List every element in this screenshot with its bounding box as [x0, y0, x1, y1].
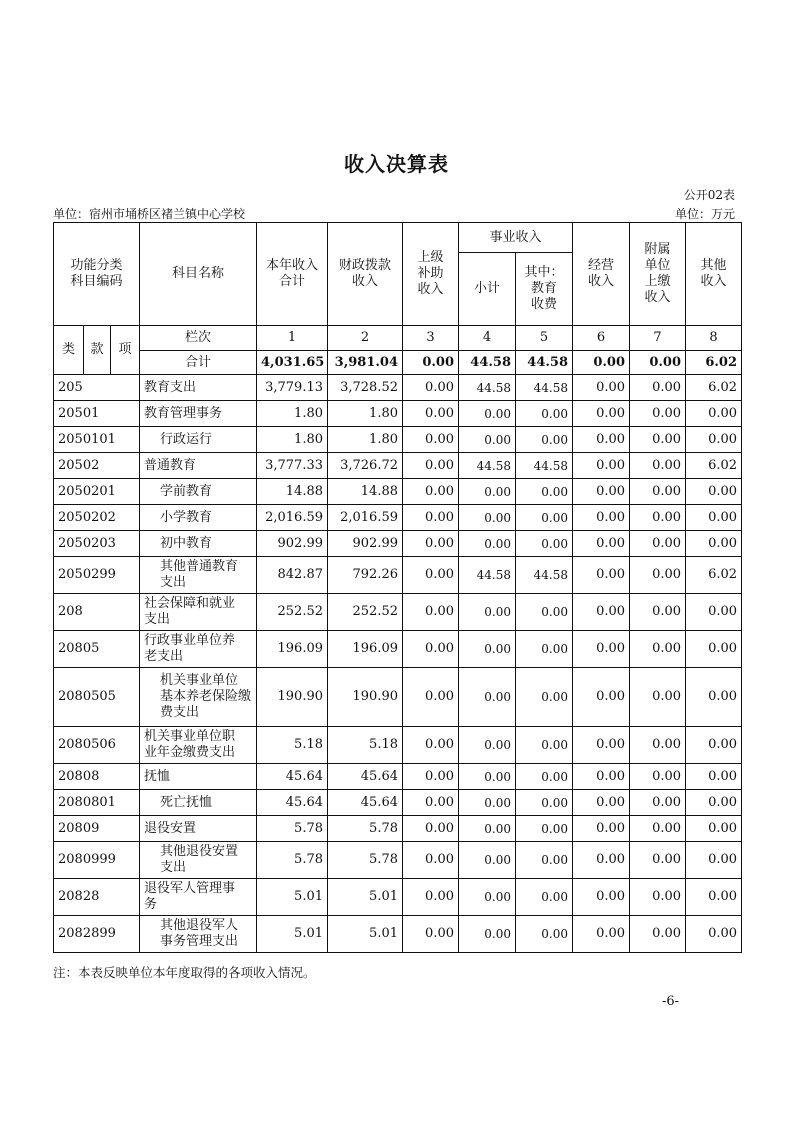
page-number: -6-: [662, 994, 680, 1009]
kuan-header: 款: [84, 326, 111, 375]
value-cell: 5.01: [328, 916, 403, 953]
value-cell: 45.64: [328, 790, 403, 816]
value-cell: 0.00: [630, 479, 686, 505]
subject-name: 退役安置: [140, 816, 257, 842]
value-cell: 0.00: [459, 668, 516, 727]
func-code-header: 功能分类 科目编码: [54, 223, 140, 326]
affiliated-header: 附属 单位 上缴 收入: [630, 223, 686, 326]
subject-name-header: 科目名称: [140, 223, 257, 326]
value-cell: 5.78: [328, 842, 403, 879]
value-cell: 792.26: [328, 557, 403, 594]
col-num: 7: [630, 326, 686, 351]
subject-code: 2050201: [54, 479, 140, 505]
value-cell: 0.00: [630, 790, 686, 816]
value-cell: 0.00: [630, 631, 686, 668]
table-row: [54, 531, 742, 557]
report-title: 收入决算表: [344, 152, 449, 176]
value-cell: 0.00: [516, 668, 573, 727]
col-num: 8: [686, 326, 742, 351]
value-cell: 3,726.72: [328, 453, 403, 479]
subject-name: 普通教育: [140, 453, 257, 479]
value-cell: 0.00: [403, 401, 459, 427]
subject-name: 其他普通教育 支出: [140, 557, 257, 594]
col-num: 6: [573, 326, 630, 351]
other-header: 其他 收入: [686, 223, 742, 326]
value-cell: 0.00: [459, 842, 516, 879]
value-cell: 0.00: [459, 427, 516, 453]
subject-code: 20828: [54, 879, 140, 916]
value-cell: 0.00: [459, 631, 516, 668]
value-cell: 0.00: [573, 531, 630, 557]
value-cell: 842.87: [257, 557, 328, 594]
value-cell: 2,016.59: [328, 505, 403, 531]
subject-code: 2080801: [54, 790, 140, 816]
subject-name: 初中教育: [140, 531, 257, 557]
value-cell: 0.00: [573, 816, 630, 842]
value-cell: 0.00: [630, 531, 686, 557]
value-cell: 0.00: [630, 668, 686, 727]
value-cell: 0.00: [573, 631, 630, 668]
table-row: [54, 594, 742, 631]
operating-header: 经营 收入: [573, 223, 630, 326]
table-row: [54, 631, 742, 668]
value-cell: 0.00: [573, 557, 630, 594]
value-cell: 0.00: [630, 375, 686, 401]
total-cell: 0.00: [403, 351, 459, 375]
subject-name: 机关事业单位 基本养老保险缴 费支出: [140, 668, 257, 727]
value-cell: 3,728.52: [328, 375, 403, 401]
value-cell: 0.00: [516, 727, 573, 764]
fiscal-header: 财政拨款 收入: [328, 223, 403, 326]
table-row: [54, 816, 742, 842]
value-cell: 0.00: [403, 816, 459, 842]
total-cell: 0.00: [573, 351, 630, 375]
value-cell: 44.58: [516, 453, 573, 479]
value-cell: 0.00: [686, 505, 742, 531]
value-cell: 0.00: [403, 668, 459, 727]
table-row: [54, 668, 742, 727]
subject-name: 退役军人管理事 务: [140, 879, 257, 916]
value-cell: 0.00: [630, 453, 686, 479]
value-cell: 6.02: [686, 375, 742, 401]
value-cell: 0.00: [686, 916, 742, 953]
total-cell: 4,031.65: [257, 351, 328, 375]
value-cell: 0.00: [686, 764, 742, 790]
footnote: 注：本表反映单位本年度取得的各项收入情况。: [53, 965, 316, 980]
table-row: [54, 727, 742, 764]
value-cell: 0.00: [516, 842, 573, 879]
subject-name: 其他退役军人 事务管理支出: [140, 916, 257, 953]
table-row: [54, 427, 742, 453]
value-cell: 0.00: [403, 764, 459, 790]
value-cell: 44.58: [516, 375, 573, 401]
subtotal-header: 小计: [459, 253, 516, 326]
value-cell: 1.80: [328, 401, 403, 427]
value-cell: 0.00: [403, 790, 459, 816]
subject-code: 2080505: [54, 668, 140, 727]
value-cell: 0.00: [630, 842, 686, 879]
value-cell: 0.00: [403, 842, 459, 879]
value-cell: 196.09: [328, 631, 403, 668]
value-cell: 0.00: [516, 401, 573, 427]
value-cell: 5.01: [257, 916, 328, 953]
subject-code: 2050203: [54, 531, 140, 557]
subject-name: 其他退役安置 支出: [140, 842, 257, 879]
value-cell: 45.64: [328, 764, 403, 790]
value-cell: 0.00: [686, 727, 742, 764]
value-cell: 0.00: [516, 594, 573, 631]
value-cell: 0.00: [630, 505, 686, 531]
table-row: [54, 790, 742, 816]
value-cell: 0.00: [403, 427, 459, 453]
value-cell: 0.00: [573, 916, 630, 953]
value-cell: 0.00: [686, 842, 742, 879]
value-cell: 0.00: [686, 790, 742, 816]
lanci-label: 栏次: [140, 326, 257, 351]
value-cell: 0.00: [573, 594, 630, 631]
subject-code: 2050202: [54, 505, 140, 531]
total-cell: 44.58: [516, 351, 573, 375]
value-cell: 44.58: [459, 557, 516, 594]
subject-name: 死亡抚恤: [140, 790, 257, 816]
subject-name: 机关事业单位职 业年金缴费支出: [140, 727, 257, 764]
value-cell: 5.18: [328, 727, 403, 764]
value-cell: 45.64: [257, 790, 328, 816]
value-cell: 3,779.13: [257, 375, 328, 401]
value-cell: 5.18: [257, 727, 328, 764]
value-cell: 196.09: [257, 631, 328, 668]
value-cell: 252.52: [257, 594, 328, 631]
currency-unit: 单位：万元: [674, 207, 735, 221]
value-cell: 0.00: [630, 401, 686, 427]
subject-name: 学前教育: [140, 479, 257, 505]
table-row: [54, 916, 742, 953]
value-cell: 0.00: [630, 764, 686, 790]
table-row: [54, 505, 742, 531]
value-cell: 0.00: [573, 879, 630, 916]
value-cell: 0.00: [403, 531, 459, 557]
total-cell: 44.58: [459, 351, 516, 375]
value-cell: 0.00: [686, 594, 742, 631]
lei-header: 类: [54, 326, 84, 375]
value-cell: 0.00: [459, 531, 516, 557]
value-cell: 0.00: [630, 916, 686, 953]
value-cell: 0.00: [459, 764, 516, 790]
value-cell: 902.99: [257, 531, 328, 557]
value-cell: 0.00: [459, 879, 516, 916]
value-cell: 0.00: [516, 879, 573, 916]
col-num: 1: [257, 326, 328, 351]
total-income-header: 本年收入 合计: [257, 223, 328, 326]
subject-name: 抚恤: [140, 764, 257, 790]
value-cell: 0.00: [516, 764, 573, 790]
table-code: 公开02表: [683, 188, 735, 202]
value-cell: 0.00: [686, 816, 742, 842]
table-row: [54, 879, 742, 916]
table-row: [54, 401, 742, 427]
col-num: 5: [516, 326, 573, 351]
value-cell: 0.00: [516, 505, 573, 531]
reporting-unit: 单位：宿州市埇桥区褚兰镇中心学校: [53, 207, 246, 221]
xiang-header: 项: [111, 326, 140, 375]
value-cell: 0.00: [573, 842, 630, 879]
value-cell: 44.58: [516, 557, 573, 594]
value-cell: 1.80: [328, 427, 403, 453]
value-cell: 6.02: [686, 557, 742, 594]
value-cell: 1.80: [257, 401, 328, 427]
value-cell: 0.00: [573, 505, 630, 531]
value-cell: 0.00: [630, 557, 686, 594]
value-cell: 0.00: [573, 427, 630, 453]
value-cell: 0.00: [686, 879, 742, 916]
value-cell: 0.00: [573, 668, 630, 727]
value-cell: 0.00: [516, 790, 573, 816]
value-cell: 0.00: [686, 427, 742, 453]
value-cell: 0.00: [403, 727, 459, 764]
value-cell: 0.00: [516, 631, 573, 668]
value-cell: 14.88: [328, 479, 403, 505]
value-cell: 5.01: [257, 879, 328, 916]
income-table: [53, 222, 742, 953]
subject-code: 208: [54, 594, 140, 631]
subject-name: 行政事业单位养 老支出: [140, 631, 257, 668]
value-cell: 0.00: [403, 557, 459, 594]
subject-code: 20805: [54, 631, 140, 668]
subject-name: 教育支出: [140, 375, 257, 401]
business-header: 事业收入: [459, 223, 573, 253]
value-cell: 44.58: [459, 453, 516, 479]
superior-header: 上级 补助 收入: [403, 223, 459, 326]
value-cell: 0.00: [573, 764, 630, 790]
value-cell: 0.00: [403, 375, 459, 401]
value-cell: 0.00: [686, 479, 742, 505]
value-cell: 0.00: [459, 505, 516, 531]
value-cell: 190.90: [328, 668, 403, 727]
value-cell: 1.80: [257, 427, 328, 453]
value-cell: 252.52: [328, 594, 403, 631]
value-cell: 0.00: [403, 631, 459, 668]
value-cell: 0.00: [516, 916, 573, 953]
value-cell: 0.00: [630, 816, 686, 842]
value-cell: 0.00: [573, 401, 630, 427]
value-cell: 0.00: [516, 427, 573, 453]
value-cell: 0.00: [630, 427, 686, 453]
subject-code: 205: [54, 375, 140, 401]
edu-fee-header: 其中： 教育 收费: [516, 253, 573, 326]
value-cell: 6.02: [686, 453, 742, 479]
value-cell: 0.00: [573, 375, 630, 401]
table-row: [54, 764, 742, 790]
col-num: 3: [403, 326, 459, 351]
value-cell: 5.78: [257, 842, 328, 879]
value-cell: 5.78: [257, 816, 328, 842]
col-num: 4: [459, 326, 516, 351]
value-cell: 0.00: [403, 879, 459, 916]
value-cell: 0.00: [459, 790, 516, 816]
table-row: [54, 557, 742, 594]
value-cell: 0.00: [573, 727, 630, 764]
value-cell: 0.00: [403, 453, 459, 479]
value-cell: 190.90: [257, 668, 328, 727]
value-cell: 45.64: [257, 764, 328, 790]
value-cell: 0.00: [459, 816, 516, 842]
value-cell: 0.00: [516, 479, 573, 505]
value-cell: 5.01: [328, 879, 403, 916]
subject-code: 2082899: [54, 916, 140, 953]
value-cell: 0.00: [686, 631, 742, 668]
value-cell: 14.88: [257, 479, 328, 505]
subject-name: 社会保障和就业 支出: [140, 594, 257, 631]
value-cell: 0.00: [630, 727, 686, 764]
value-cell: 0.00: [630, 594, 686, 631]
value-cell: 0.00: [459, 727, 516, 764]
value-cell: 0.00: [403, 594, 459, 631]
value-cell: 0.00: [516, 816, 573, 842]
total-cell: 6.02: [686, 351, 742, 375]
value-cell: 0.00: [686, 668, 742, 727]
value-cell: 0.00: [403, 916, 459, 953]
value-cell: 0.00: [573, 479, 630, 505]
total-cell: 0.00: [630, 351, 686, 375]
value-cell: 0.00: [403, 479, 459, 505]
col-num: 2: [328, 326, 403, 351]
subject-code: 20808: [54, 764, 140, 790]
value-cell: 0.00: [573, 453, 630, 479]
value-cell: 0.00: [459, 916, 516, 953]
value-cell: 0.00: [686, 401, 742, 427]
table-row: [54, 842, 742, 879]
subject-code: 2080506: [54, 727, 140, 764]
total-label: 合计: [140, 351, 257, 375]
value-cell: 2,016.59: [257, 505, 328, 531]
subject-code: 2050299: [54, 557, 140, 594]
subject-code: 20809: [54, 816, 140, 842]
subject-code: 2080999: [54, 842, 140, 879]
subject-name: 小学教育: [140, 505, 257, 531]
value-cell: 0.00: [573, 790, 630, 816]
value-cell: 0.00: [686, 531, 742, 557]
subject-code: 20502: [54, 453, 140, 479]
value-cell: 0.00: [403, 505, 459, 531]
value-cell: 0.00: [459, 479, 516, 505]
subject-name: 教育管理事务: [140, 401, 257, 427]
value-cell: 5.78: [328, 816, 403, 842]
table-row: [54, 453, 742, 479]
value-cell: 44.58: [459, 375, 516, 401]
value-cell: 0.00: [630, 879, 686, 916]
value-cell: 0.00: [459, 401, 516, 427]
subject-name: 行政运行: [140, 427, 257, 453]
subject-code: 20501: [54, 401, 140, 427]
value-cell: 0.00: [459, 594, 516, 631]
table-row: [54, 375, 742, 401]
subject-code: 2050101: [54, 427, 140, 453]
value-cell: 0.00: [516, 531, 573, 557]
total-cell: 3,981.04: [328, 351, 403, 375]
value-cell: 902.99: [328, 531, 403, 557]
table-row: [54, 479, 742, 505]
value-cell: 3,777.33: [257, 453, 328, 479]
